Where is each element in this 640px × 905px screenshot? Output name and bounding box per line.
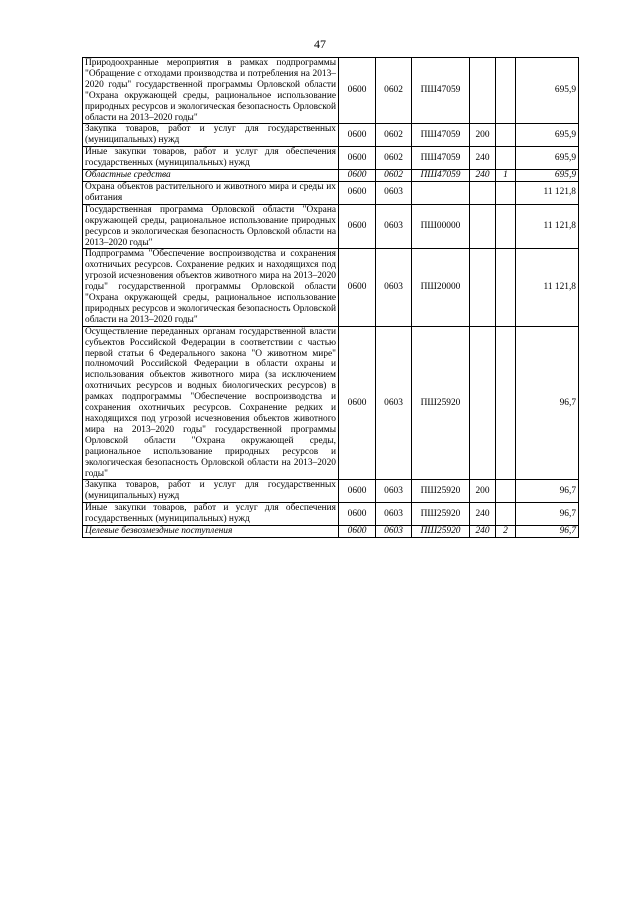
table-row	[83, 204, 579, 249]
table-row	[83, 58, 579, 124]
row-description: Иные закупки товаров, работ и услуг для обеспечения государственных (муниципальных) нужд	[83, 503, 339, 526]
row-description: Областные средства	[83, 170, 339, 182]
amount: 695,9	[516, 58, 579, 124]
funding-source-code	[496, 124, 516, 147]
table-row	[83, 480, 579, 503]
page-number: 47	[314, 37, 326, 51]
target-article-code	[412, 181, 470, 204]
section-code: 0600	[339, 58, 376, 124]
target-article-code: ПШ00000	[412, 204, 470, 249]
expense-type-code: 240	[470, 147, 496, 170]
table-row	[83, 124, 579, 147]
target-article-code: ПШ20000	[412, 249, 470, 326]
section-code: 0600	[339, 124, 376, 147]
expense-type-code: 240	[470, 503, 496, 526]
expense-type-code: 240	[470, 170, 496, 182]
subsection-code: 0602	[376, 124, 412, 147]
subsection-code: 0603	[376, 526, 412, 538]
row-description: Закупка товаров, работ и услуг для государственных (муниципальных) нужд	[83, 124, 339, 147]
table-row	[83, 326, 579, 480]
expense-type-code	[470, 58, 496, 124]
target-article-code: ПШ47059	[412, 170, 470, 182]
table-row	[83, 147, 579, 170]
expense-type-code	[470, 326, 496, 480]
target-article-code: ПШ25920	[412, 503, 470, 526]
amount: 96,7	[516, 503, 579, 526]
table-row	[83, 181, 579, 204]
target-article-code: ПШ25920	[412, 526, 470, 538]
section-code: 0600	[339, 170, 376, 182]
subsection-code: 0602	[376, 58, 412, 124]
subsection-code: 0603	[376, 326, 412, 480]
section-code: 0600	[339, 480, 376, 503]
row-description: Государственная программа Орловской области "Охрана окружающей среды, рациональное использование природных ресурсов и экологическая безопасность Орловской области на 2013–2020 годы"	[83, 204, 339, 249]
funding-source-code	[496, 480, 516, 503]
section-code: 0600	[339, 503, 376, 526]
subsection-code: 0603	[376, 249, 412, 326]
table-row	[83, 170, 579, 182]
table-row	[83, 249, 579, 326]
expense-type-code: 200	[470, 124, 496, 147]
subsection-code: 0603	[376, 503, 412, 526]
budget-table	[82, 57, 579, 538]
target-article-code: ПШ47059	[412, 147, 470, 170]
amount: 96,7	[516, 526, 579, 538]
funding-source-code	[496, 326, 516, 480]
section-code: 0600	[339, 249, 376, 326]
subsection-code: 0602	[376, 170, 412, 182]
section-code: 0600	[339, 147, 376, 170]
subsection-code: 0603	[376, 204, 412, 249]
target-article-code: ПШ47059	[412, 124, 470, 147]
subsection-code: 0603	[376, 181, 412, 204]
section-code: 0600	[339, 181, 376, 204]
amount: 695,9	[516, 170, 579, 182]
expense-type-code	[470, 181, 496, 204]
expense-type-code	[470, 249, 496, 326]
row-description: Закупка товаров, работ и услуг для государственных (муниципальных) нужд	[83, 480, 339, 503]
funding-source-code	[496, 249, 516, 326]
expense-type-code: 200	[470, 480, 496, 503]
funding-source-code	[496, 204, 516, 249]
subsection-code: 0602	[376, 147, 412, 170]
amount: 695,9	[516, 147, 579, 170]
table-row	[83, 526, 579, 538]
row-description: Целевые безвозмездные поступления	[83, 526, 339, 538]
amount: 11 121,8	[516, 204, 579, 249]
funding-source-code	[496, 147, 516, 170]
funding-source-code: 2	[496, 526, 516, 538]
section-code: 0600	[339, 326, 376, 480]
amount: 695,9	[516, 124, 579, 147]
funding-source-code	[496, 58, 516, 124]
amount: 11 121,8	[516, 181, 579, 204]
target-article-code: ПШ25920	[412, 326, 470, 480]
expense-type-code	[470, 204, 496, 249]
row-description: Подпрограмма "Обеспечение воспроизводства и сохранения охотничьих ресурсов. Сохранение редких и находящихся под угрозой исчезновения объектов животного мира на 2013–2020 годы" государственной программы Орловской области "Охрана окружающей среды, рациональное использование природных ресурсов и экологическая безопасность Орловской области на 2013–2020 годы"	[83, 249, 339, 326]
target-article-code: ПШ47059	[412, 58, 470, 124]
section-code: 0600	[339, 526, 376, 538]
row-description: Охрана объектов растительного и животного мира и среды их обитания	[83, 181, 339, 204]
row-description: Иные закупки товаров, работ и услуг для обеспечения государственных (муниципальных) нужд	[83, 147, 339, 170]
amount: 96,7	[516, 326, 579, 480]
funding-source-code: 1	[496, 170, 516, 182]
section-code: 0600	[339, 204, 376, 249]
expense-type-code: 240	[470, 526, 496, 538]
amount: 11 121,8	[516, 249, 579, 326]
row-description: Осуществление переданных органам государственной власти субъектов Российской Федерации в соответствии с частью первой статьи 6 Федерального закона "О животном мире" полномочий Российской Федерации в области охраны и использования объектов животного мира (за исключением охотничьих ресурсов и водных биологических ресурсов) в рамках подпрограммы "Обеспечение воспроизводства и сохранения охотничьих ресурсов. Сохранение редких и находящихся под угрозой исчезновения объектов животного мира на 2013–2020 годы" государственной программы Орловской области "Охрана окружающей среды, рациональное использование природных ресурсов и экологическая безопасность Орловской области на 2013–2020 годы"	[83, 326, 339, 480]
table-row	[83, 503, 579, 526]
funding-source-code	[496, 503, 516, 526]
target-article-code: ПШ25920	[412, 480, 470, 503]
funding-source-code	[496, 181, 516, 204]
subsection-code: 0603	[376, 480, 412, 503]
row-description: Природоохранные мероприятия в рамках подпрограммы "Обращение с отходами производства и потребления на 2013–2020 годы" государственной программы Орловской области "Охрана окружающей среды, рациональное использование природных ресурсов и экологическая безопасность Орловской области на 2013–2020 годы"	[83, 58, 339, 124]
amount: 96,7	[516, 480, 579, 503]
